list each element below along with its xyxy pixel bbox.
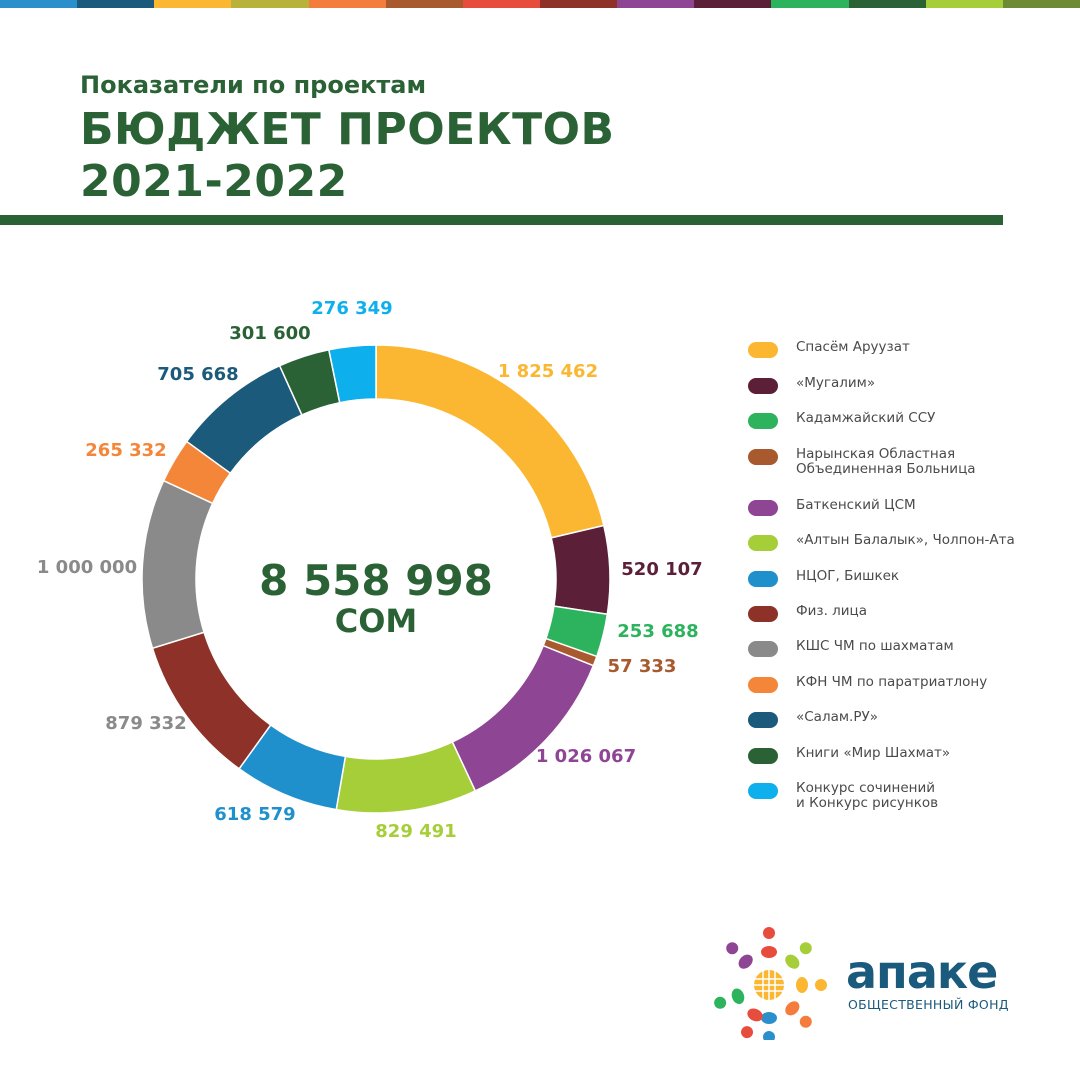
stripe-segment (309, 0, 386, 8)
legend-label: и Конкурс рисунков (796, 795, 939, 811)
legend-item (748, 781, 938, 811)
legend-label: Нарынская Областная (796, 446, 956, 462)
stripe-segment (77, 0, 154, 8)
slice-value-label: 276 349 (311, 298, 393, 319)
slice-value-label: 1 825 462 (497, 361, 599, 382)
stripe-segment (617, 0, 694, 8)
legend-swatch (748, 748, 778, 764)
stripe-segment (154, 0, 231, 8)
page-header (80, 66, 615, 208)
legend-item (748, 639, 954, 654)
legend-item (748, 569, 899, 584)
legend-item (748, 376, 875, 391)
legend-item (748, 411, 935, 426)
slice-value-label: 301 600 (229, 323, 311, 344)
logo-wordmark: апаке (846, 945, 998, 999)
legend-swatch (748, 712, 778, 728)
total-unit: СОМ (334, 602, 418, 640)
legend-swatch (748, 342, 778, 358)
slice-value-label: 253 688 (617, 621, 699, 642)
logo-petal (722, 938, 755, 971)
logo-subtitle: ОБЩЕСТВЕННЫЙ ФОНД (848, 997, 1009, 1012)
legend-swatch (748, 641, 778, 657)
legend-swatch (748, 606, 778, 622)
stripe-segment (694, 0, 771, 8)
legend-swatch (748, 571, 778, 587)
logo-petal (737, 1006, 765, 1040)
donut-slice (551, 525, 610, 614)
legend-swatch (748, 783, 778, 799)
page-title-line2: 2021-2022 (80, 156, 348, 207)
donut-slice (142, 481, 213, 649)
legend-label: КФН ЧМ по паратриатлону (796, 674, 988, 690)
legend-label: НЦОГ, Бишкек (796, 568, 900, 584)
slice-value-label: 618 579 (214, 804, 296, 825)
legend-item (748, 604, 867, 619)
stripe-segment (1003, 0, 1080, 8)
budget-donut-chart (0, 290, 740, 890)
logo-petal (761, 927, 777, 958)
page-title-line1: БЮДЖЕТ ПРОЕКТОВ (80, 104, 615, 155)
header-divider (0, 215, 1003, 225)
legend-label: «Салам.РУ» (796, 709, 878, 725)
donut-slice (336, 742, 475, 813)
legend-item (748, 340, 910, 355)
slice-value-label: 57 333 (607, 656, 677, 677)
legend-label: КШС ЧМ по шахматам (796, 638, 954, 654)
slice-value-label: 879 332 (105, 713, 187, 734)
legend-label: Баткенский ЦСМ (796, 497, 916, 513)
total-value: 8 558 998 (259, 556, 493, 605)
legend-label: «Мугалим» (796, 375, 876, 391)
stripe-segment (926, 0, 1003, 8)
slice-value-label: 705 668 (157, 364, 239, 385)
legend-item (748, 710, 878, 725)
donut-slice (152, 632, 270, 769)
legend-swatch (748, 500, 778, 516)
logo-petal (796, 977, 827, 993)
legend-label: Книги «Мир Шахмат» (796, 745, 951, 761)
slice-value-label: 520 107 (621, 559, 703, 580)
legend-item (748, 675, 987, 690)
legend-item (748, 447, 976, 477)
slice-value-label: 829 491 (375, 821, 457, 842)
slice-value-label: 1 000 000 (36, 557, 138, 578)
slice-value-label: 265 332 (85, 440, 167, 461)
stripe-segment (386, 0, 463, 8)
legend-label: «Алтын Балалык», Чолпон-Ата (796, 532, 1015, 548)
legend-label: Физ. лица (796, 603, 868, 619)
legend-swatch (748, 535, 778, 551)
legend-swatch (748, 413, 778, 429)
stripe-segment (231, 0, 308, 8)
stripe-segment (463, 0, 540, 8)
logo-petal (782, 938, 815, 971)
legend-item (748, 498, 916, 513)
stripe-segment (540, 0, 617, 8)
legend-label: Объединенная Больница (796, 461, 976, 477)
logo-petal (761, 1012, 777, 1040)
donut-slice (452, 646, 593, 791)
legend-label: Конкурс сочинений (796, 780, 936, 796)
stripe-segment (0, 0, 77, 8)
page-subtitle: Показатели по проектам (80, 71, 427, 99)
logo-petal (782, 998, 815, 1031)
stripe-segment (771, 0, 848, 8)
legend-label: Спасём Аруузат (796, 339, 910, 355)
legend-item (748, 533, 1015, 548)
legend-swatch (748, 449, 778, 465)
top-color-stripe (0, 0, 1080, 8)
logo-petal (712, 987, 746, 1013)
slice-value-label: 1 026 067 (535, 746, 637, 767)
legend-swatch (748, 677, 778, 693)
legend-label: Кадамжайский ССУ (796, 410, 936, 426)
legend-item (748, 746, 950, 761)
stripe-segment (849, 0, 926, 8)
legend-swatch (748, 378, 778, 394)
